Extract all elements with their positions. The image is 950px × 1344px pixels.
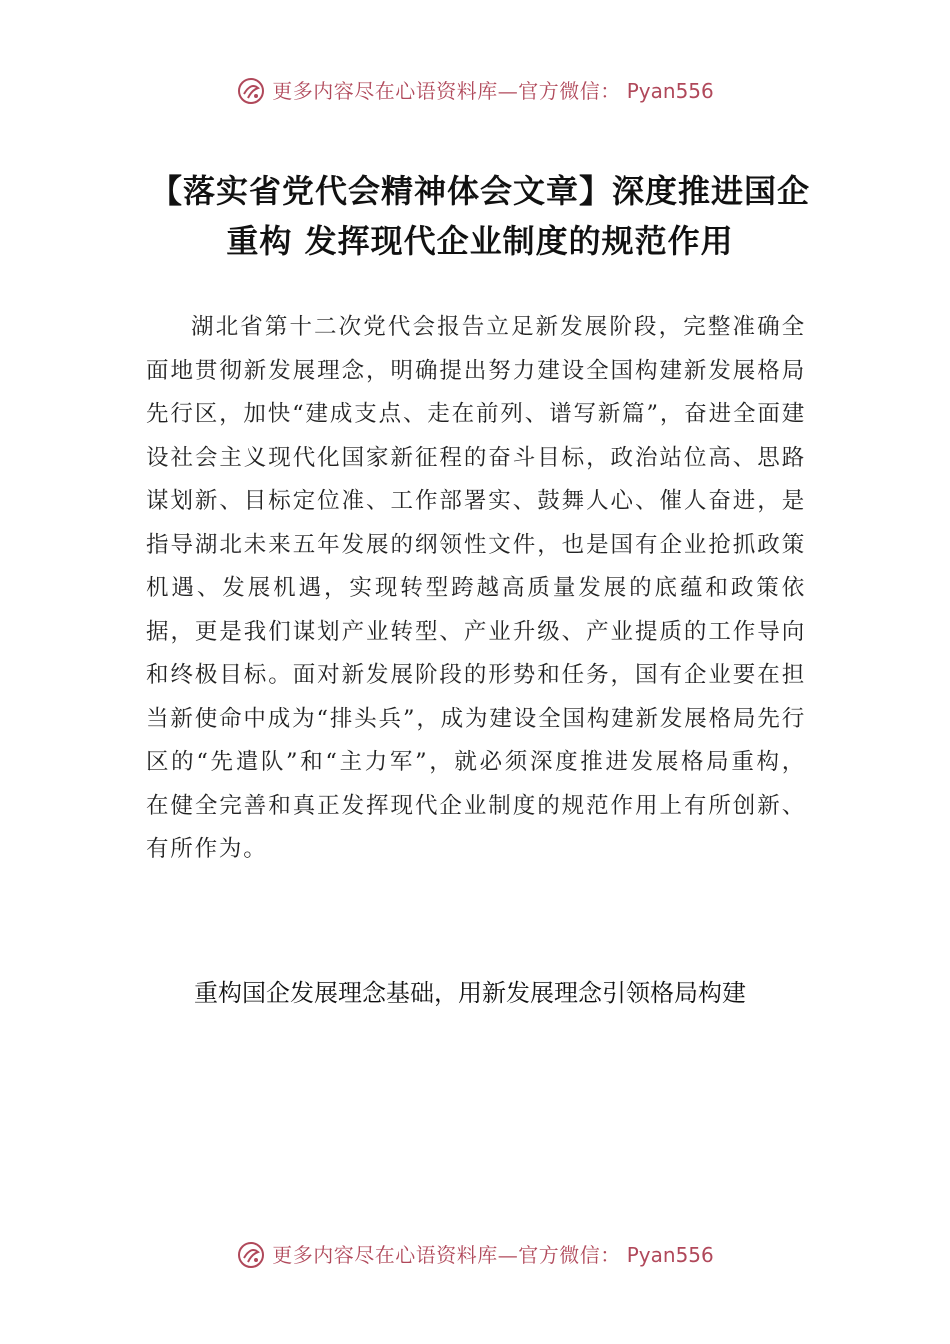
logo-icon bbox=[236, 1240, 266, 1270]
body-paragraph: 湖北省第十二次党代会报告立足新发展阶段，完整准确全面地贯彻新发展理念，明确提出努力建设全国构建新发展格局先行区，加快“建成支点、走在前列、谱写新篇”，奋进全面建设社会主义现代化国家新征程的奋斗目标，政治站位高、思路谋划新、目标定位准、工作部署实、鼓舞人心、催人奋进，是指导湖北未来五年发展的纲领性文件，也是国有企业抢抓政策机遇、发展机遇，实现转型跨越高质量发展的底蕴和政策依据，更是我们谋划产业转型、产业升级、产业提质的工作导向和终极目标。面对新发展阶段的形势和任务，国有企业要在担当新使命中成为“排头兵”，成为建设全国构建新发展格局先行区的“先遣队”和“主力军”，就必须深度推进发展格局重构，在健全完善和真正发挥现代企业制度的规范作用上有所创新、有所作为。 bbox=[146, 314, 806, 862]
watermark-handle: Pyan556 bbox=[626, 1243, 714, 1267]
section-heading: 重构国企发展理念基础，用新发展理念引领格局构建 bbox=[194, 979, 746, 1007]
document-title: 【落实省党代会精神体会文章】深度推进国企重构 发挥现代企业制度的规范作用 bbox=[149, 172, 810, 260]
header-watermark bbox=[0, 76, 950, 106]
watermark-slogan: 更多内容尽在心语资料库—官方微信： bbox=[272, 1243, 621, 1267]
watermark-slogan: 更多内容尽在心语资料库—官方微信： bbox=[272, 79, 621, 103]
footer-watermark bbox=[0, 1240, 950, 1270]
watermark-handle: Pyan556 bbox=[626, 79, 714, 103]
logo-icon bbox=[236, 76, 266, 106]
